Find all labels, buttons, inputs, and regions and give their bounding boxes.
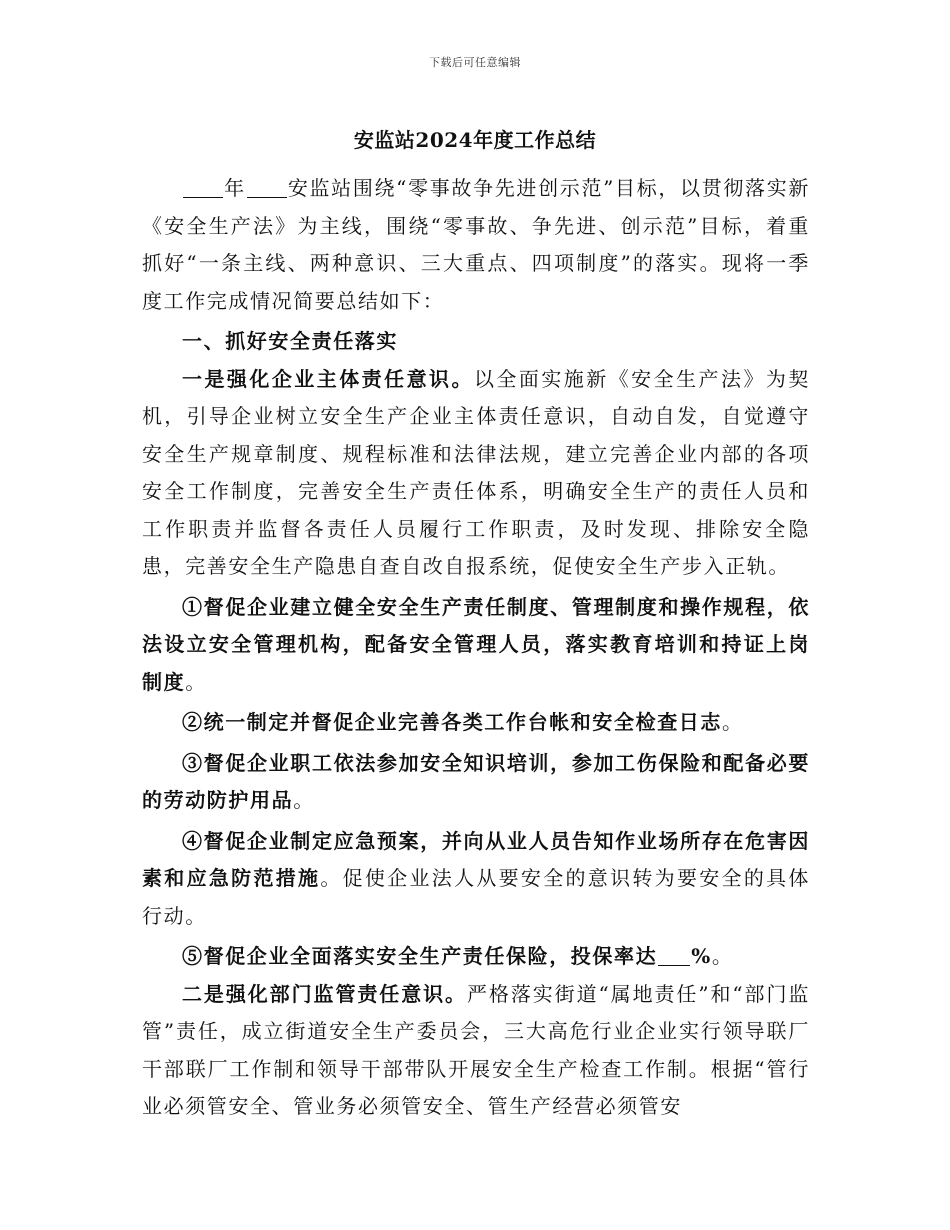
intro-paragraph: 年 安监站围绕“零事故争先进创示范”目标，以贯彻落实新《安全生产法》为主线，围绕“零事故、争先进、创示范”目标，着重抓好“一条主线、两种意识、三大重点、四项制度”的落实。现将一季度工作完成情况简要总结如下： [142, 176, 810, 313]
page-title: 安监站2024年度工作总结 [353, 128, 597, 152]
list-item: ②统一制定并督促企业完善各类工作台帐和安全检查日志。 [182, 710, 744, 734]
download-note: 下载后可任意编辑 [429, 56, 521, 69]
paragraph-department-responsibility: 二是强化部门监管责任意识。严格落实街道“属地责任”和“部门监管”责任，成立街道安全生产委员会，三大高危行业企业实行领导联厂干部联厂工作制和领导干部带队开展安全生产检查工作制。根据“管行业必须管安全、管业务必须管安全、管生产经营必须管安 [142, 981, 810, 1118]
list-item: ④督促企业制定应急预案，并向从业人员告知作业场所存在危害因素和应急防范措施。促使企业法人从要安全的意识转为要安全的具体行动。 [142, 828, 810, 928]
fill-blank [183, 177, 223, 198]
document-body [142, 170, 810, 1126]
section-heading: 一、抓好安全责任落实 [182, 329, 398, 353]
paragraph-enterprise-responsibility: 一是强化企业主体责任意识。以全面实施新《安全生产法》为契机，引导企业树立安全生产企业主体责任意识，自动自发，自觉遵守安全生产规章制度、规程标准和法律法规，建立完善企业内部的各项安全工作制度，完善安全生产责任体系，明确安全生产的责任人员和工作职责并监督各责任人员履行工作职责，及时发现、排除安全隐患，完善安全生产隐患自查自改自报系统，促使安全生产步入正轨。 [142, 366, 810, 578]
list-item: ③督促企业职工依法参加安全知识培训，参加工伤保险和配备必要的劳动防护用品。 [142, 750, 810, 812]
fill-blank [658, 945, 690, 966]
fill-blank [247, 177, 287, 198]
list-item: ⑤督促企业全面落实安全生产责任保险，投保率达 %。 [182, 944, 734, 968]
list-item: ①督促企业建立健全安全生产责任制度、管理制度和操作规程，依法设立安全管理机构，配备安全管理人员，落实教育培训和持证上岗制度。 [142, 594, 810, 694]
